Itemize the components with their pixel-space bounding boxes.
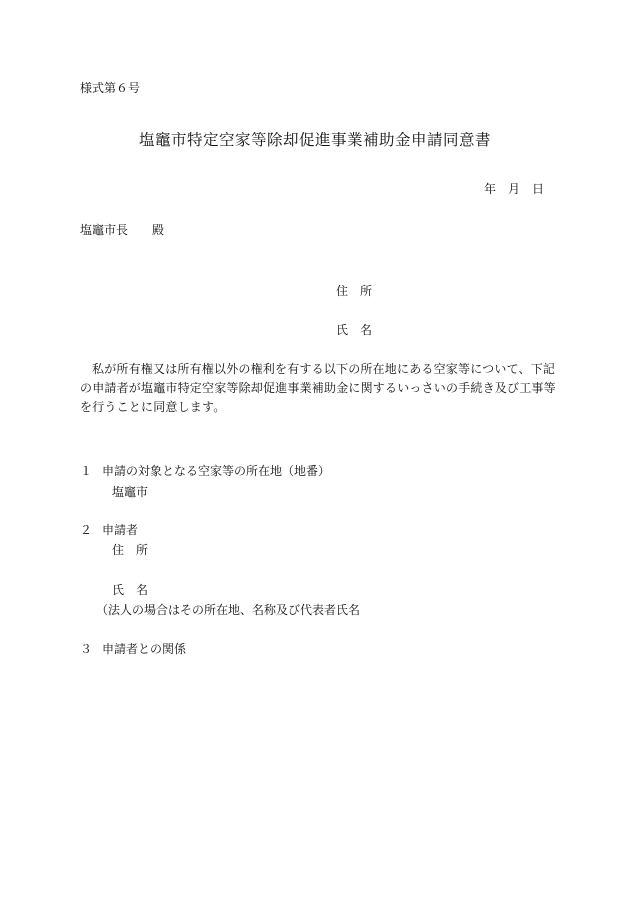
item-2-note: （法人の場合はその所在地、名称及び代表者氏名 xyxy=(96,603,361,617)
document-title: 塩竈市特定空家等除却促進事業補助金申請同意書 xyxy=(138,131,491,149)
item-2 xyxy=(80,522,138,538)
date-line: 年 月 日 xyxy=(483,182,544,196)
item-2-address-label: 住 所 xyxy=(112,543,149,557)
item-2-number: ２ xyxy=(80,523,93,537)
applicant-address-label: 住 所 xyxy=(336,284,373,298)
addressee: 塩竈市長 殿 xyxy=(80,223,165,237)
applicant-name-label: 氏 名 xyxy=(336,323,373,337)
item-2-name-label: 氏 名 xyxy=(112,583,149,597)
item-3-label: 申請者との関係 xyxy=(102,642,187,656)
form-number: 様式第６号 xyxy=(80,81,141,95)
item-1-value: 塩竈市 xyxy=(112,485,149,499)
item-1-label: 申請の対象となる空家等の所在地（地番） xyxy=(102,464,331,478)
item-3-number: ３ xyxy=(80,642,93,656)
item-3 xyxy=(80,641,186,657)
consent-statement: 私が所有権又は所有権以外の権利を有する以下の所在地にある空家等について、下記の申請者が塩竈市特定空家等除却促進事業補助金に関するいっさいの手続き及び工事等を行うことに同意します。 xyxy=(80,362,556,414)
item-2-label: 申請者 xyxy=(102,523,139,537)
item-1-number: １ xyxy=(80,464,93,478)
item-1 xyxy=(80,463,330,479)
